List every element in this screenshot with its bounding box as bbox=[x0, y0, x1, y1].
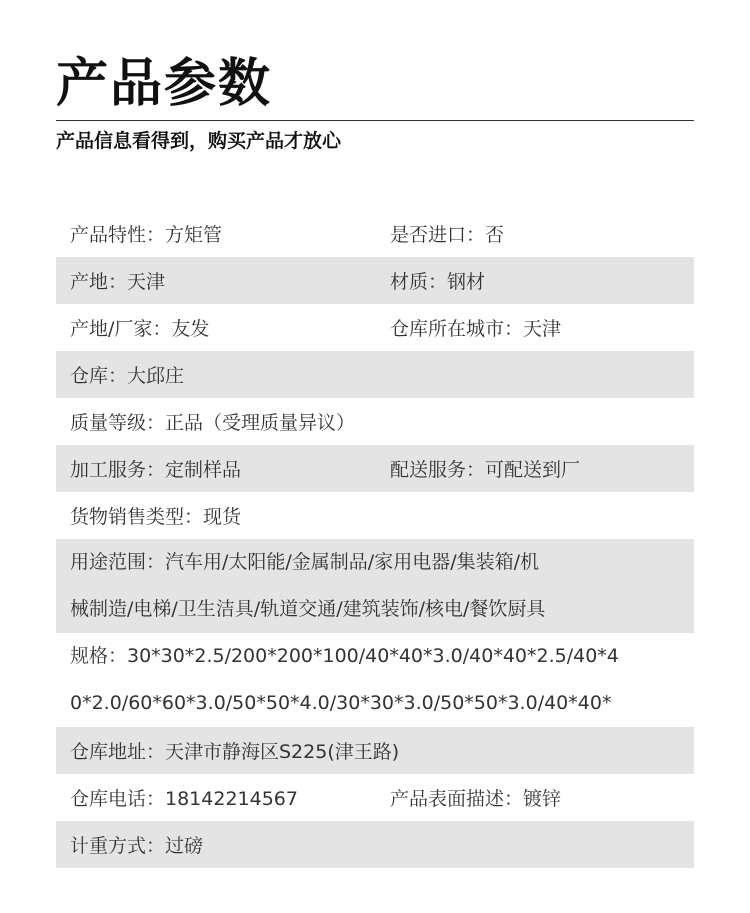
param-row bbox=[56, 492, 694, 539]
param-row bbox=[56, 445, 694, 492]
param-row bbox=[56, 398, 694, 445]
param-manufacturer: 产地/厂家：友发 bbox=[70, 318, 210, 340]
param-row bbox=[56, 257, 694, 304]
param-specs-line-2: 0*2.0/60*60*3.0/50*50*4.0/30*30*3.0/50*50*3.0/40*40* bbox=[70, 692, 612, 714]
param-quality-grade: 质量等级：正品（受理质量异议） bbox=[70, 412, 356, 434]
param-material: 材质：钢材 bbox=[390, 271, 486, 293]
param-specs bbox=[70, 633, 690, 727]
param-usage-line-2: 械制造/电梯/卫生洁具/轨道交通/建筑装饰/核电/餐饮厨具 bbox=[70, 598, 546, 620]
param-row bbox=[56, 304, 694, 351]
param-sales-type: 货物销售类型：现货 bbox=[70, 506, 242, 528]
param-imported: 是否进口：否 bbox=[390, 224, 505, 246]
params-table bbox=[56, 210, 694, 868]
page-title: 产品参数 bbox=[56, 54, 273, 114]
param-row bbox=[56, 210, 694, 257]
param-product-feature: 产品特性：方矩管 bbox=[70, 224, 223, 246]
param-row bbox=[56, 821, 694, 868]
param-origin: 产地：天津 bbox=[70, 271, 166, 293]
param-row bbox=[56, 539, 694, 633]
param-delivery-service: 配送服务：可配送到厂 bbox=[390, 459, 581, 481]
page-subtitle: 产品信息看得到，购买产品才放心 bbox=[56, 130, 342, 152]
param-warehouse-city: 仓库所在城市：天津 bbox=[390, 318, 562, 340]
param-warehouse-phone: 仓库电话：18142214567 bbox=[70, 788, 298, 810]
param-row bbox=[56, 351, 694, 398]
param-weighing-method: 计重方式：过磅 bbox=[70, 835, 204, 857]
param-surface: 产品表面描述：镀锌 bbox=[390, 788, 562, 810]
param-row bbox=[56, 774, 694, 821]
param-warehouse: 仓库：大邱庄 bbox=[70, 365, 185, 387]
param-specs-line-1: 规格：30*30*2.5/200*200*100/40*40*3.0/40*40*2.5/40*4 bbox=[70, 645, 619, 667]
param-processing-service: 加工服务：定制样品 bbox=[70, 459, 242, 481]
param-warehouse-address: 仓库地址：天津市静海区S225(津王路) bbox=[70, 741, 400, 763]
param-row bbox=[56, 727, 694, 774]
param-row bbox=[56, 633, 694, 727]
param-usage-scope bbox=[70, 539, 690, 633]
param-usage-line-1: 用途范围：汽车用/太阳能/金属制品/家用电器/集装箱/机 bbox=[70, 551, 540, 573]
title-divider bbox=[56, 120, 694, 121]
